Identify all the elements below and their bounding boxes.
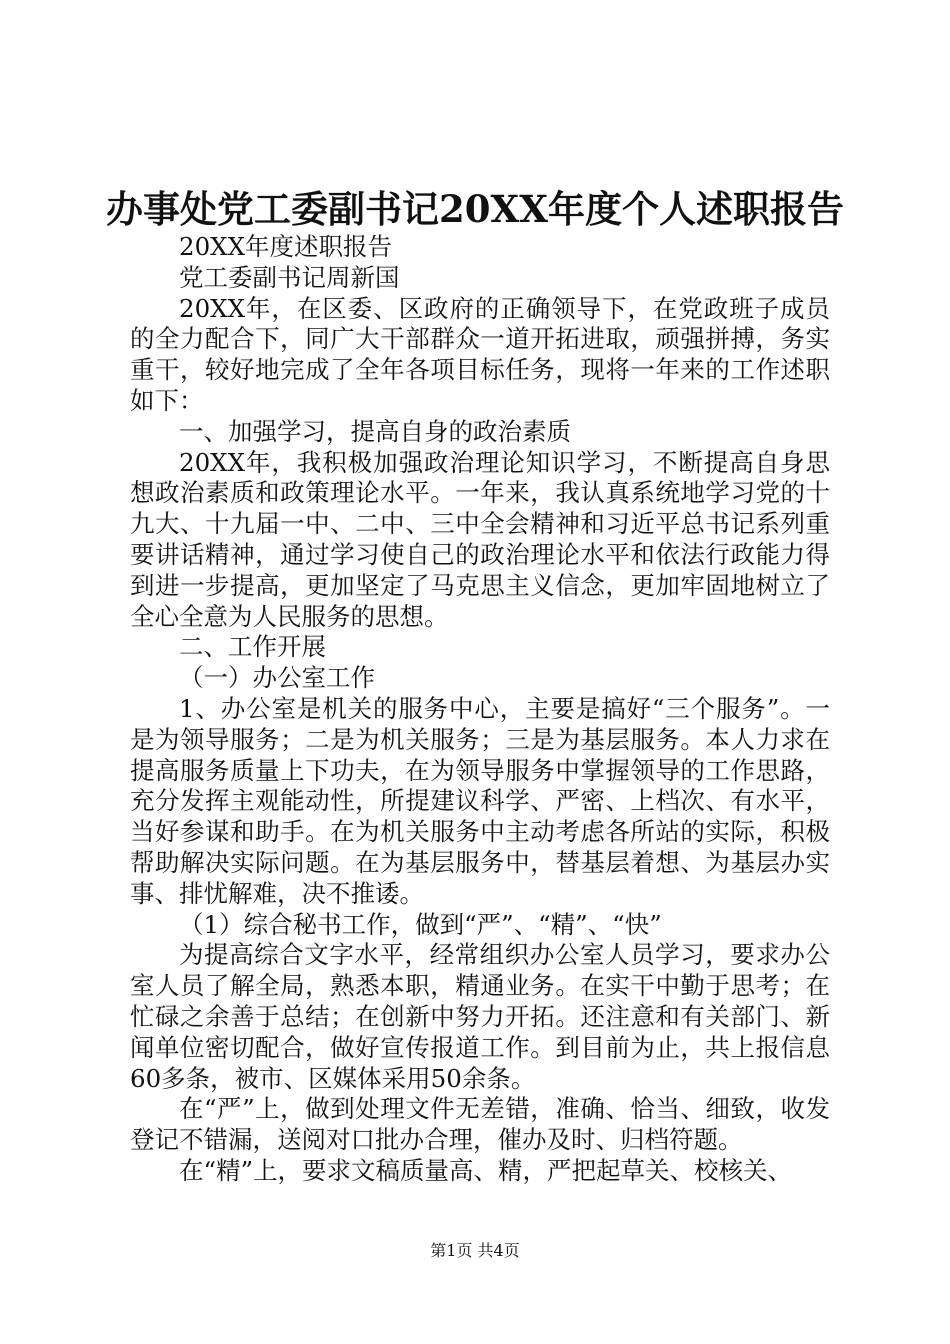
paragraph-report-name: 20XX年度述职报告: [179, 232, 393, 261]
paragraph-author: 党工委副书记周新国: [179, 262, 400, 292]
document-title: 办事处党工委副书记20XX年度个人述职报告: [106, 187, 844, 231]
section-heading-2: 二、工作开展: [179, 632, 326, 662]
paragraph-strict: 在“严”上，做到处理文件无差错，准确、恰当、细致，收发登记不错漏，送阅对口批办合理，催办及时、归档符题。: [130, 1094, 830, 1155]
paragraph-intro: 20XX年，在区委、区政府的正确领导下，在党政班子成员的全力配合下，同广大干部群众一道开拓进取，顽强拼搏，务实重干，较好地完成了全年各项目标任务，现将一年来的工作述职如下：: [130, 293, 830, 415]
paragraph-writing: 为提高综合文字水平，经常组织办公室人员学习，要求办公室人员了解全局，熟悉本职，精通业务。在实干中勤于思考；在忙碌之余善于总结；在创新中努力开拓。还注意和有关部门、新闻单位密切配合，做好宣传报道工作。到目前为止，共上报信息60多条，被市、区媒体采用50余条。: [130, 940, 830, 1093]
section-heading-1: 一、加强学习，提高自身的政治素质: [179, 416, 571, 446]
subsection-heading-secretary: （1）综合秘书工作，做到“严”、“精”、“快”: [179, 909, 662, 939]
paragraph-refined: 在“精”上，要求文稿质量高、精，严把起草关、校核关、: [179, 1155, 793, 1185]
page-number: 第1页 共4页: [430, 1241, 520, 1260]
subsection-heading-office: （一）办公室工作: [179, 663, 375, 693]
paragraph-study: 20XX年，我积极加强政治理论知识学习，不断提高自身思想政治素质和政策理论水平。一年来，我认真系统地学习党的十九大、十九届一中、二中、三中全会精神和习近平总书记系列重要讲话精神，通过学习使自己的政治理论水平和依法行政能力得到进一步提高，更加坚定了马克思主义信念，更加牢固地树立了全心全意为人民服务的思想。: [130, 447, 830, 631]
document-body: [130, 232, 830, 1187]
paragraph-office-service: 1、办公室是机关的服务中心，主要是搞好“三个服务”。一是为领导服务；二是为机关服务；三是为基层服务。本人力求在提高服务质量上下功夫，在为领导服务中掌握领导的工作思路，充分发挥主观能动性，所提建议科学、严密、上档次、有水平，当好参谋和助手。在为机关服务中主动考虑各所站的实际，积极帮助解决实际问题。在为基层服务中，替基层着想、为基层办实事、排忧解难，决不推诿。: [130, 693, 830, 908]
